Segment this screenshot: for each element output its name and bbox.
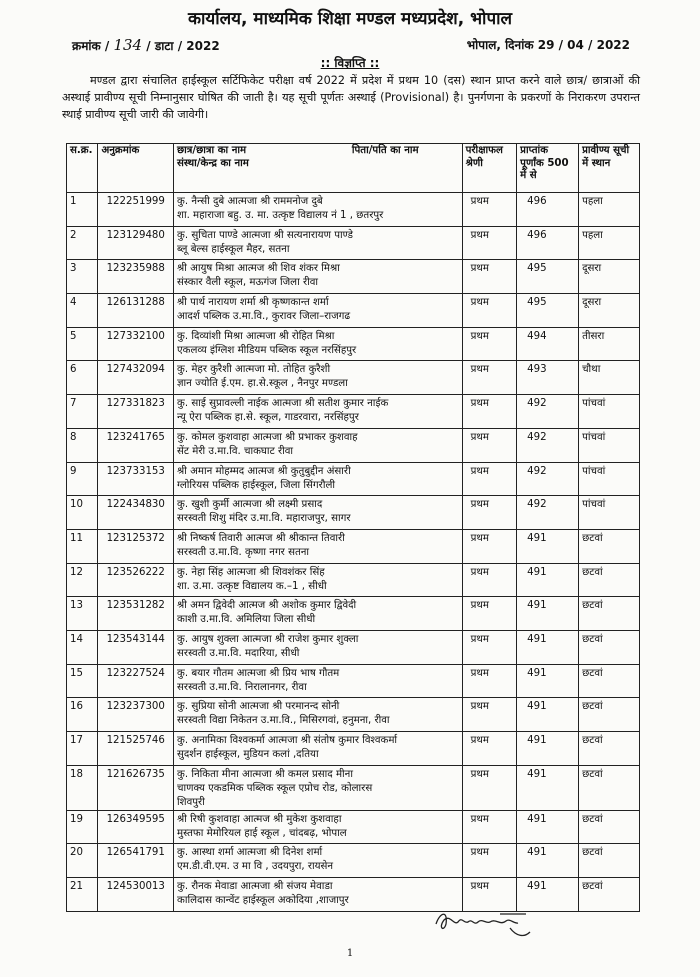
cell-name-school	[174, 597, 463, 631]
table-row	[67, 810, 640, 844]
cell-marks: 492	[517, 428, 579, 462]
school-name: शा. महाराजा बहु. उ. मा. उत्कृष्ट विद्यालय नं 1 , छतरपुर	[177, 210, 384, 221]
cell-sno: 19	[67, 810, 98, 844]
school-name: सरस्वती उ.मा.वि. कृष्णा नगर सतना	[177, 546, 310, 558]
table-row	[67, 226, 640, 260]
cell-name-school	[174, 630, 463, 664]
cell-sno: 5	[67, 327, 98, 361]
cell-roll-number: 123241765	[98, 428, 174, 462]
table-row	[67, 361, 640, 395]
student-name: कु. मेहर कुरैशी आत्मजा मो. तोहित कुरैशी	[177, 364, 331, 376]
cell-rank: छटवां	[579, 664, 640, 698]
cell-sno: 1	[67, 193, 98, 227]
header-roll: अनुक्रमांक	[98, 144, 174, 193]
notice-heading	[0, 54, 700, 71]
table-row	[67, 260, 640, 294]
cell-rank: पांचवां	[579, 395, 640, 429]
student-name: कु. आस्था शर्मा आत्मजा श्री दिनेश शर्मा	[177, 847, 323, 859]
student-name: श्री पार्थ नारायण शर्मा श्री कृष्णकान्त शर्मा	[177, 297, 329, 309]
cell-marks: 496	[517, 226, 579, 260]
cell-name-school	[174, 765, 463, 810]
student-name: कु. साई सुप्रावल्ली नाईक आत्मजा श्री सतीश कुमार नाईक	[177, 398, 389, 410]
school-name: ज्ञान ज्योति ई.एम. हा.से.स्कूल , नैनपुर मण्डला	[177, 378, 348, 390]
ref-prefix: क्रमांक /	[72, 39, 110, 53]
cell-sno: 18	[67, 765, 98, 810]
table-row	[67, 395, 640, 429]
cell-sno: 20	[67, 844, 98, 878]
cell-marks: 491	[517, 765, 579, 810]
page-number: 1	[346, 948, 354, 959]
student-name: कु. अनामिका विश्वकर्मा आत्मजा श्री संतोष कुमार विश्वकर्मा	[177, 735, 398, 746]
cell-roll-number: 123531282	[98, 597, 174, 631]
school-name: आदर्श पब्लिक उ.मा.वि., कुरावर जिला–राजगढ	[177, 311, 351, 323]
school-name: सरस्वती उ.मा.वि. निरालानगर, रीवा	[177, 681, 307, 693]
cell-division: प्रथम	[462, 260, 517, 294]
signature	[430, 902, 540, 942]
cell-rank: छटवां	[579, 765, 640, 810]
school-name: सेंट मेरी उ.मा.वि. चाकघाट रीवा	[177, 445, 294, 457]
cell-marks: 494	[517, 327, 579, 361]
cell-division: प्रथम	[462, 428, 517, 462]
school-name: सुदर्शन हाईस्कूल, मुडियन कलां ,दतिया	[177, 749, 319, 760]
cell-marks: 491	[517, 698, 579, 732]
cell-sno: 10	[67, 496, 98, 530]
cell-name-school	[174, 395, 463, 429]
cell-division: प्रथम	[462, 226, 517, 260]
cell-rank: पांचवां	[579, 496, 640, 530]
cell-rank: चौथा	[579, 361, 640, 395]
student-name: कु. रौनक मेवाडा आत्मजा श्री संजय मेवाडा	[177, 881, 333, 893]
cell-sno: 15	[67, 664, 98, 698]
reference-number-line	[72, 36, 220, 54]
student-name: श्री अमान मोहम्मद आत्मज श्री कुतुबुद्दीन अंसारी	[177, 465, 351, 477]
cell-marks: 491	[517, 878, 579, 912]
cell-roll-number: 127332100	[98, 327, 174, 361]
student-name: कु. नेहा सिंह आत्मजा श्री शिवशंकर सिंह	[177, 566, 325, 578]
cell-name-school	[174, 878, 463, 912]
student-name: कु. कोमल कुशवाहा आत्मजा श्री प्रभाकर कुशवाह	[177, 431, 358, 443]
merit-list-table	[66, 143, 640, 912]
cell-roll-number: 123235988	[98, 260, 174, 294]
cell-division: प्रथम	[462, 529, 517, 563]
cell-sno: 21	[67, 878, 98, 912]
cell-division: प्रथम	[462, 844, 517, 878]
table-row	[67, 844, 640, 878]
cell-rank: छटवां	[579, 529, 640, 563]
school-name: मुस्तफा मेमोरियल हाई स्कूल , चांदबढ़, भोपाल	[177, 827, 347, 839]
cell-marks: 491	[517, 844, 579, 878]
cell-sno: 4	[67, 294, 98, 328]
school-name: कालिदास कान्वेंट हाईस्कूल अकोदिया ,शाजापुर	[177, 895, 349, 907]
school-name: काशी उ.मा.वि. अमिलिया जिला सीधी	[177, 614, 316, 626]
cell-name-school	[174, 844, 463, 878]
cell-rank: छटवां	[579, 698, 640, 732]
cell-rank: छटवां	[579, 810, 640, 844]
student-name: कु. बयार गौतम आत्मजा श्री प्रिय भाष गौतम	[177, 667, 340, 679]
cell-marks: 491	[517, 529, 579, 563]
intro-text: मण्डल द्वारा संचालित हाईस्कूल सर्टिफिकेट परीक्षा वर्ष 2022 में प्रदेश में प्रथम 10 (दस) स्थान प्राप्त करने वाले छात्र/ छात्राओं की अस्थाई प्रावीण्य सूची निम्नानुसार घोषित की जाती है। यह सूची पूर्णतः अस्थाई (Provisional) है। पुनर्गणना के प्रकरणों के निराकरण उपरान्त स्थाई प्रावीण्य सूची जारी की जावेगी।	[62, 74, 640, 121]
cell-roll-number: 123125372	[98, 529, 174, 563]
cell-rank: दूसरा	[579, 260, 640, 294]
cell-name-school	[174, 664, 463, 698]
cell-name-school	[174, 810, 463, 844]
student-name: कु. निकिता मीना आत्मजा श्री कमल प्रसाद मीना	[177, 768, 353, 780]
intro-paragraph	[62, 72, 640, 123]
cell-roll-number: 123526222	[98, 563, 174, 597]
table-row	[67, 878, 640, 912]
ref-number: 134	[113, 36, 143, 54]
cell-name-school	[174, 732, 463, 766]
cell-division: प्रथम	[462, 327, 517, 361]
cell-name-school	[174, 327, 463, 361]
header-student-name: छात्र/छात्रा का नाम	[177, 145, 247, 156]
header-marks: प्राप्तांक पूर्णांक 500 में से	[517, 144, 579, 193]
cell-sno: 11	[67, 529, 98, 563]
notice-title: :: विज्ञप्ति ::	[320, 56, 380, 70]
table-row	[67, 327, 640, 361]
cell-division: प्रथम	[462, 462, 517, 496]
cell-rank: छटवां	[579, 597, 640, 631]
header-school: संस्था/केन्द्र का नाम	[177, 157, 249, 169]
school-name: चाणक्य एकडमिक पब्लिक स्कूल एप्रोच रोड, कोलारस	[177, 782, 373, 794]
cell-roll-number: 123733153	[98, 462, 174, 496]
header-name	[174, 144, 463, 193]
student-name: श्री आयुष मिश्रा आत्मज श्री शिव शंकर मिश्रा	[177, 263, 340, 275]
student-name: श्री रिषी कुशवाहा आत्मज श्री मुकेश कुशवाहा	[177, 813, 342, 825]
school-name: ग्लोरियस पब्लिक हाईस्कूल, जिला सिंगरौली	[177, 479, 336, 491]
cell-name-school	[174, 563, 463, 597]
cell-division: प्रथम	[462, 810, 517, 844]
school-name: एकलव्य इंग्लिश मीडियम पब्लिक स्कूल नरसिंहपुर	[177, 344, 357, 356]
cell-division: प्रथम	[462, 563, 517, 597]
cell-name-school	[174, 226, 463, 260]
cell-roll-number: 121525746	[98, 732, 174, 766]
school-name: संस्कार वैली स्कूल, मऊगंज जिला रीवा	[177, 277, 319, 289]
cell-rank: पहला	[579, 226, 640, 260]
cell-roll-number: 126349595	[98, 810, 174, 844]
cell-sno: 9	[67, 462, 98, 496]
table-row	[67, 630, 640, 664]
student-name: कु. आयुष शुक्ला आत्मजा श्री राजेश कुमार शुक्ला	[177, 633, 359, 645]
cell-division: प्रथम	[462, 361, 517, 395]
date-line: भोपाल, दिनांक 29 / 04 / 2022	[466, 38, 630, 52]
cell-name-school	[174, 193, 463, 227]
cell-sno: 2	[67, 226, 98, 260]
table-row	[67, 428, 640, 462]
school-name: शा. उ.मा. उत्कृष्ट विद्यालय क.–1 , सीधी	[177, 580, 327, 592]
table-body	[67, 193, 640, 912]
cell-marks: 496	[517, 193, 579, 227]
cell-name-school	[174, 361, 463, 395]
school-name: एम.डी.वी.एम. उ मा वि , उदयपुरा, रायसेन	[177, 861, 334, 873]
cell-marks: 491	[517, 664, 579, 698]
cell-division: प्रथम	[462, 698, 517, 732]
school-name: न्यू ऐरा पब्लिक हा.से. स्कूल, गाडरवारा, नरसिंहपुर	[177, 412, 359, 424]
student-name: कु. नैन्सी दुबे आत्मजा श्री राममनोज दुबे	[177, 196, 323, 207]
cell-roll-number: 123543144	[98, 630, 174, 664]
student-name: कु. सुप्रिया सोनी आत्मजा श्री परमानन्द सोनी	[177, 701, 340, 713]
header-sno: स.क्र.	[67, 144, 98, 193]
cell-name-school	[174, 496, 463, 530]
cell-division: प्रथम	[462, 664, 517, 698]
cell-roll-number: 127432094	[98, 361, 174, 395]
student-name: श्री अमन द्विवेदी आत्मज श्री अशोक कुमार द्विवेदी	[177, 600, 357, 612]
cell-marks: 492	[517, 395, 579, 429]
cell-sno: 3	[67, 260, 98, 294]
header-division: परीक्षाफल श्रेणी	[462, 144, 517, 193]
table-row	[67, 496, 640, 530]
cell-marks: 491	[517, 732, 579, 766]
cell-roll-number: 126131288	[98, 294, 174, 328]
student-name: कु. सुचिता पाण्डे आत्मजा श्री सत्यनारायण पाण्डे	[177, 229, 353, 241]
table-row	[67, 294, 640, 328]
cell-division: प्रथम	[462, 395, 517, 429]
cell-marks: 491	[517, 630, 579, 664]
cell-division: प्रथम	[462, 294, 517, 328]
cell-rank: छटवां	[579, 563, 640, 597]
cell-division: प्रथम	[462, 878, 517, 912]
cell-sno: 16	[67, 698, 98, 732]
cell-marks: 495	[517, 294, 579, 328]
table-row	[67, 462, 640, 496]
cell-rank: दूसरा	[579, 294, 640, 328]
cell-name-school	[174, 294, 463, 328]
cell-rank: पांचवां	[579, 462, 640, 496]
school-name: सरस्वती विद्या निकेतन उ.मा.वि., मिसिरगवां, हनुमना, रीवा	[177, 715, 390, 727]
cell-name-school	[174, 698, 463, 732]
cell-rank: पहला	[579, 193, 640, 227]
cell-marks: 493	[517, 361, 579, 395]
cell-division: प्रथम	[462, 193, 517, 227]
cell-marks: 492	[517, 496, 579, 530]
cell-marks: 491	[517, 563, 579, 597]
header-rank: प्रावीण्य सूची में स्थान	[579, 144, 640, 193]
cell-division: प्रथम	[462, 765, 517, 810]
cell-marks: 492	[517, 462, 579, 496]
cell-roll-number: 122434830	[98, 496, 174, 530]
cell-roll-number: 124530013	[98, 878, 174, 912]
cell-division: प्रथम	[462, 630, 517, 664]
cell-name-school	[174, 260, 463, 294]
table-row	[67, 193, 640, 227]
cell-marks: 491	[517, 810, 579, 844]
table-row	[67, 765, 640, 810]
cell-division: प्रथम	[462, 597, 517, 631]
cell-sno: 13	[67, 597, 98, 631]
cell-name-school	[174, 428, 463, 462]
table-row	[67, 563, 640, 597]
table-row	[67, 529, 640, 563]
school-name: सरस्वती शिशु मंदिर उ.मा.वि. महाराजपुर, सागर	[177, 513, 351, 525]
cell-sno: 14	[67, 630, 98, 664]
cell-sno: 7	[67, 395, 98, 429]
table-row	[67, 664, 640, 698]
cell-name-school	[174, 462, 463, 496]
cell-roll-number: 121626735	[98, 765, 174, 810]
cell-rank: छटवां	[579, 732, 640, 766]
cell-rank: छटवां	[579, 844, 640, 878]
table-row	[67, 597, 640, 631]
table-header-row	[67, 144, 640, 193]
cell-roll-number: 127331823	[98, 395, 174, 429]
cell-marks: 491	[517, 597, 579, 631]
school-name: ब्लू बेल्स हाईस्कूल मैहर, सतना	[177, 243, 290, 255]
cell-sno: 6	[67, 361, 98, 395]
school-name-continued: शिवपुरी	[177, 796, 205, 808]
cell-roll-number: 123237300	[98, 698, 174, 732]
cell-rank: छटवां	[579, 630, 640, 664]
cell-division: प्रथम	[462, 732, 517, 766]
cell-rank: छटवां	[579, 878, 640, 912]
school-name: सरस्वती उ.मा.वि. मदारिया, सीधी	[177, 647, 300, 659]
cell-sno: 17	[67, 732, 98, 766]
cell-name-school	[174, 529, 463, 563]
cell-roll-number: 123227524	[98, 664, 174, 698]
cell-sno: 8	[67, 428, 98, 462]
ref-suffix: / डाटा / 2022	[146, 39, 220, 53]
student-name: कु. दिव्यांशी मिश्रा आत्मजा श्री रोहित मिश्रा	[177, 330, 335, 342]
header-parent-name: पिता/पति का नाम	[351, 145, 419, 156]
table-row	[67, 732, 640, 766]
student-name: कु. खुशी कुर्मी आत्मजा श्री लक्ष्मी प्रसाद	[177, 499, 323, 511]
cell-division: प्रथम	[462, 496, 517, 530]
student-name: श्री निष्कर्ष तिवारी आत्मज श्री श्रीकान्त तिवारी	[177, 532, 345, 544]
cell-roll-number: 126541791	[98, 844, 174, 878]
cell-roll-number: 123129480	[98, 226, 174, 260]
cell-rank: पांचवां	[579, 428, 640, 462]
cell-marks: 495	[517, 260, 579, 294]
table-row	[67, 698, 640, 732]
page-title: कार्यालय, माध्यमिक शिक्षा मण्डल मध्यप्रदेश, भोपाल	[187, 9, 513, 29]
cell-sno: 12	[67, 563, 98, 597]
cell-rank: तीसरा	[579, 327, 640, 361]
cell-roll-number: 122251999	[98, 193, 174, 227]
